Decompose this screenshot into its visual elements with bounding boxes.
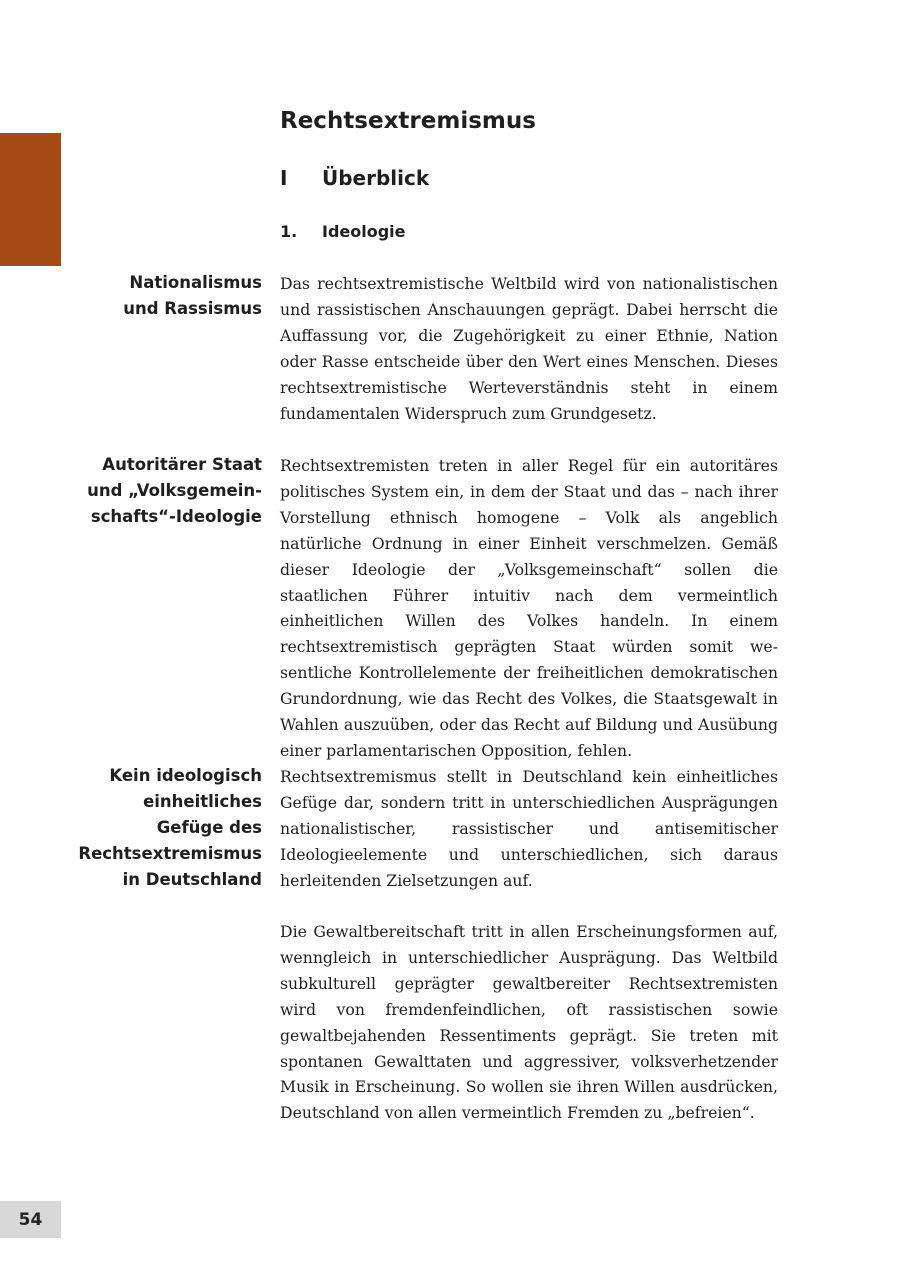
section-number: I: [280, 166, 288, 190]
section-title: Überblick: [322, 166, 430, 190]
paragraph-2: Rechtsextremisten treten in aller Regel für ein autoritäres politisches System ein, in dem der Staat und das – nach ihrer Vorstellung ethnisch homogene – Volk als angeblich natürliche Ordnung in einer Einheit verschmelzen. Gemäß dieser Ideologie der „Volksgemeinschaft“ sollen die staatlichen Führer intuitiv nach dem vermeintlich einheitlichen Willen des Volkes handeln. In einem rechtsextremistisch geprägten Staat würden somit wesentliche Kontrollelemente der freiheitlichen demokratischen Grundordnung, wie das Recht des Volkes, die Staatsgewalt in Wahlen auszuüben, oder das Recht auf Bildung und Ausübung einer parlamentarischen Opposition, fehlen.: [280, 456, 778, 760]
chapter-title: Rechtsextremismus: [280, 108, 536, 134]
page-number: 54: [0, 1201, 61, 1238]
subsection-title: Ideologie: [322, 222, 406, 241]
sidenote-kein-einheitliches-gefuege: Kein ideologisch einheitliches Gefüge des Rechtsextremismus in Deutschland: [78, 766, 262, 889]
sidenote-autoritaerer-staat: Autoritärer Staat und „Volksgemeinschafts“-Ideologie: [87, 455, 262, 526]
paragraph-4: Die Gewaltbereitschaft tritt in allen Erscheinungsformen auf, wenngleich in unterschiedlicher Ausprägung. Das Weltbild subkulturell geprägter gewaltbereiter Rechtsextremisten wird von fremdenfeindlichen, oft rassistischen sowie gewaltbejahenden Ressentiments geprägt. Sie treten mit spontanen Gewalttaten und aggressiver, volksverhetzender Musik in Erscheinung. So wollen sie ihren Willen ausdrücken, Deutschland von allen vermeintlich Fremden zu „befreien“.: [280, 922, 778, 1123]
chapter-color-tab: [0, 133, 61, 266]
paragraph-1: Das rechtsextremistische Weltbild wird von nationalistischen und rassistischen Anschauungen geprägt. Dabei herrscht die Auffassung vor, die Zugehörigkeit zu einer Ethnie, Nation oder Rasse entscheide über den Wert eines Menschen. Dieses rechtsextremistische Werteverständnis steht in einem fundamentalen Widerspruch zum Grundgesetz.: [280, 274, 778, 423]
subsection-number: 1.: [280, 222, 298, 241]
paragraph-3: Rechtsextremismus stellt in Deutschland kein einheitliches Gefüge dar, sondern tritt in unterschiedlichen Ausprägungen nationalistischer, rassistischer und antisemitischer Ideologieelemente und unterschiedlichen, sich daraus herleitenden Zielsetzungen auf.: [280, 767, 778, 890]
sidenote-nationalismus: Nationalismus und Rassismus: [123, 273, 262, 318]
